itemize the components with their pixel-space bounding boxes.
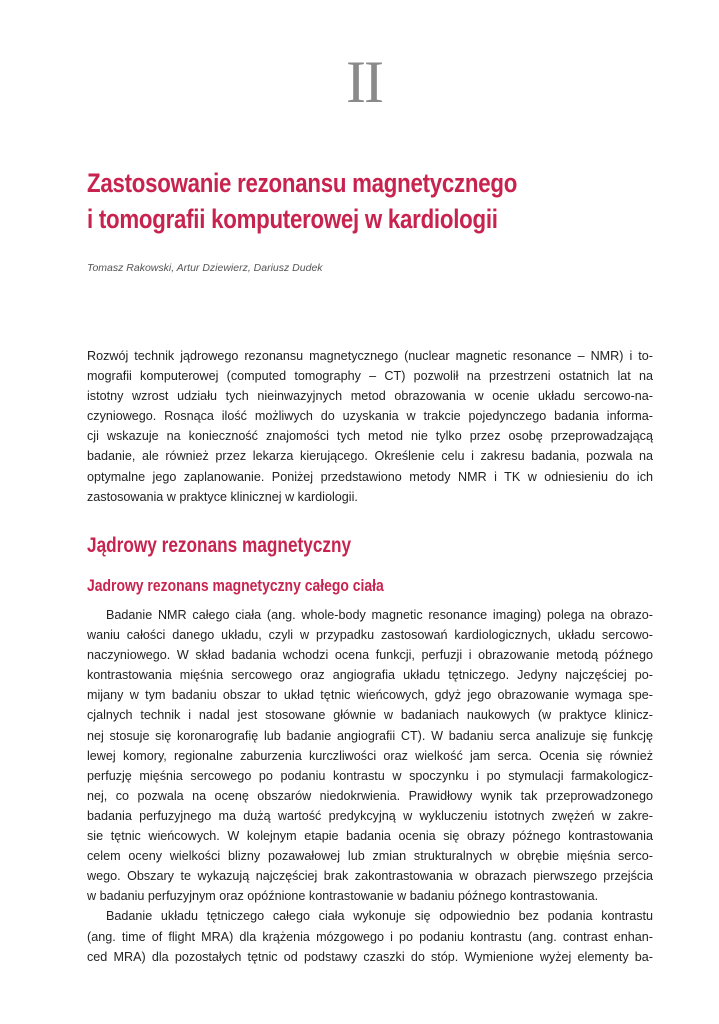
paragraph-line: cjalnych technik i nadal jest stosowane głównie w badaniach naukowych (w praktyce klinicz- (87, 708, 653, 723)
paragraph-line: wego. Obszary te wykazują najczęściej brak zakontrastowania w obrazach pierwszego przejścia (87, 869, 653, 884)
paragraph-line: nej stosuje się koronarografię lub badanie angiografii CT). W badaniu serca analizuje się funkcję (87, 728, 653, 743)
paragraph-line: sie tętnic wieńcowych. W kolejnym etapie badania ocenia się obrazy późnego kontrastowania (87, 829, 653, 844)
paragraph-line: badania perfuzyjnego ma dużą wartość predykcyjną w wykluczeniu istotnych zwężeń w zakre- (87, 808, 653, 823)
paragraph-line: Badanie NMR całego ciała (ang. whole-body magnetic resonance imaging) polega na obrazo- (106, 608, 653, 622)
paragraph-2 (87, 906, 653, 966)
intro-line: badanie, ale również przez lekarza kierującego. Określenie celu i zakresu badania, pozwala na (87, 449, 653, 464)
intro-line: cji wskazuje na konieczność znajomości tych metod nie tylko przez osobę przeprowadzającą (87, 429, 653, 444)
intro-paragraph (87, 346, 653, 507)
authors: Tomasz Rakowski, Artur Dziewierz, Dariusz Dudek (87, 262, 323, 274)
paragraph-line: ced MRA) dla pozostałych tętnic od podstawy czaszki do stóp. Wymienione wyżej elementy ba- (87, 949, 653, 964)
intro-line: zastosowania w praktyce klinicznej w kardiologii. (87, 489, 358, 504)
paragraph-line: perfuzję mięśnia sercowego po podaniu kontrastu w spoczynku i po stymulacji farmakologicz- (87, 768, 653, 783)
paragraph-line: naczyniowego. W skład badania wchodzi ocena funkcji, perfuzji i obrazowanie metodą późnego (87, 648, 653, 663)
paragraph-line: nej, co pozwala na ocenę obszarów niedokrwienia. Prawidłowy wynik tak przeprowadzonego (87, 788, 653, 803)
paragraph-line: kontrastowania mięśnia sercowego oraz angiografia układu tętniczego. Jedyny najczęściej po- (87, 668, 653, 683)
chapter-title (87, 165, 557, 237)
paragraph-line: waniu całości danego układu, czyli w przypadku zastosowań kardiologicznych, układu sercowo- (87, 628, 653, 643)
paragraph-line: lewej komory, regionalne zaburzenia kurczliwości oraz wielkość jam serca. Ocenia się również (87, 748, 653, 763)
intro-line: czyniowego. Rosnąca ilość możliwych do uzyskania w trakcie pojedynczego badania informa- (87, 409, 653, 424)
paragraph-line: Badanie układu tętniczego całego ciała wykonuje się odpowiednio bez podania kontrastu (106, 909, 653, 924)
chapter-number: II (346, 49, 382, 115)
intro-line: mografii komputerowej (computed tomography – CT) pozwolił na przestrzeni ostatnich lat na (87, 369, 653, 384)
intro-line: optymalne jego zaplanowanie. Poniżej przedstawiono metody NMR i TK w odniesieniu do ich (87, 469, 653, 484)
chapter-title-line-1: Zastosowanie rezonansu magnetycznego (87, 168, 518, 198)
paragraph-line: w badaniu perfuzyjnym oraz opóźnione kontrastowanie w badaniu późnego kontrastowania. (87, 889, 599, 904)
intro-line: Rozwój technik jądrowego rezonansu magnetycznego (nuclear magnetic resonance – NMR) i to- (87, 349, 653, 363)
section-heading: Jądrowy rezonans magnetyczny (87, 534, 352, 557)
subsection-heading: Jadrowy rezonans magnetyczny całego ciała (87, 576, 384, 595)
paragraph-line: (ang. time of flight MRA) dla krążenia mózgowego i po podaniu kontrastu (ang. contrast enhan- (87, 929, 653, 944)
body-text (87, 605, 653, 967)
paragraph-line: mijany w tym badaniu obszar to układ tętnic wieńcowych, gdyż jego obrazowanie wymaga spe- (87, 688, 653, 703)
chapter-title-line-2: i tomografii komputerowej w kardiologii (87, 204, 498, 234)
intro-line: istotny wzrost udziału tych nieinwazyjnych metod obrazowania w ocenie układu sercowo-na- (87, 389, 653, 404)
paragraph-line: celem oceny wielkości blizny pozawałowej lub zmian strukturalnych w obrębie mięśnia serco- (87, 849, 653, 864)
paragraph-1 (87, 605, 653, 906)
